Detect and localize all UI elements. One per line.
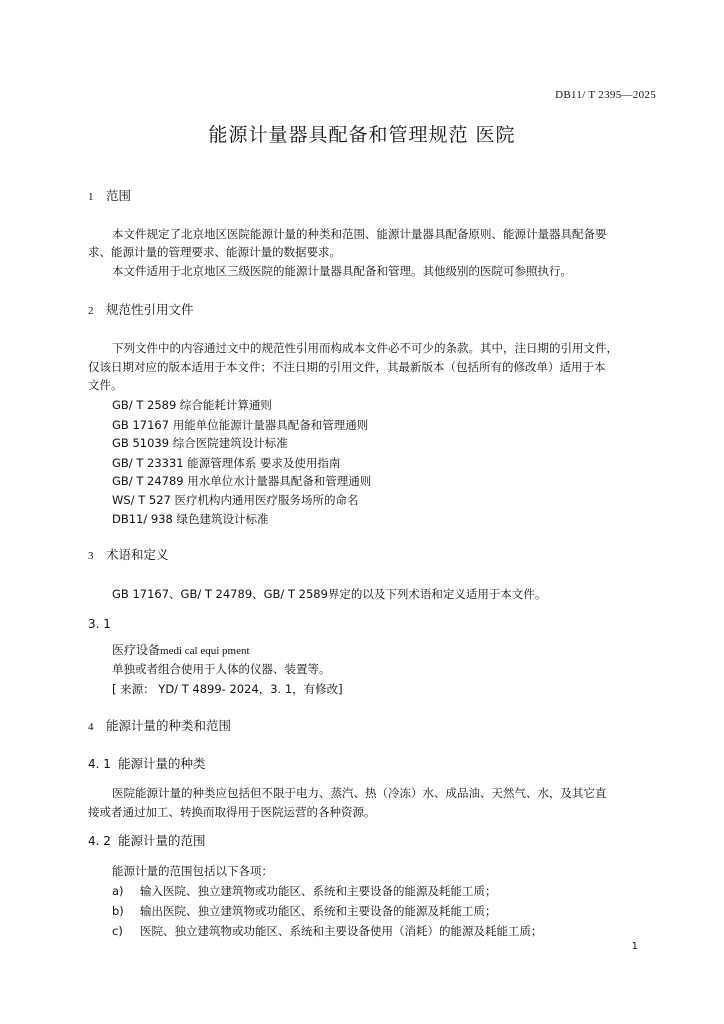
list-item-text: 输出医院、独立建筑物或功能区、系统和主要设备的能源及耗能工质； — [140, 904, 497, 918]
term-source: [ 来源： YD/ T 4899- 2024，3. 1，有修改] — [112, 682, 343, 696]
section-2-para-1a: 下列文件中的内容通过文中的规范性引用而构成本文件必不可少的条款。其中，注日期的引用文件， — [112, 341, 618, 355]
subsection-4-1-heading: 能源计量的种类 — [118, 756, 206, 771]
section-1-para-1b: 求、能源计量的管理要求、能源计量的数据要求。 — [88, 245, 341, 259]
section-4-number: 4 — [88, 721, 94, 733]
reference-item: GB/ T 23331 能源管理体系 要求及使用指南 — [112, 456, 341, 470]
section-3-heading: 术语和定义 — [106, 547, 169, 562]
subsection-4-1-number: 4. 1 — [88, 757, 111, 771]
section-1-para-1a: 本文件规定了北京地区医院能源计量的种类和范围、能源计量器具配备原则、能源计量器具配备要 — [112, 227, 607, 241]
reference-item: WS/ T 527 医疗机构内通用医疗服务场所的命名 — [112, 493, 359, 507]
reference-item: DB11/ 938 绿色建筑设计标准 — [112, 512, 269, 526]
reference-item: GB 51039 综合医院建筑设计标准 — [112, 436, 288, 450]
list-item-mark: b) — [112, 904, 124, 918]
list-item-mark: a) — [112, 884, 124, 898]
subsection-3-1-number: 3. 1 — [88, 617, 111, 631]
subsection-4-1-para-b: 接或者通过加工、转换而取得用于医院运营的各种资源。 — [88, 805, 376, 819]
reference-item: GB 17167 用能单位能源计量器具配备和管理通则 — [112, 418, 369, 432]
term-zh: 医疗设备 — [112, 643, 161, 657]
section-4-heading: 能源计量的种类和范围 — [106, 718, 232, 733]
reference-item: GB/ T 24789 用水单位水计量器具配备和管理通则 — [112, 474, 372, 488]
section-1-para-2: 本文件适用于北京地区三级医院的能源计量器具配备和管理。其他级别的医院可参照执行。 — [112, 264, 572, 278]
list-item-mark: c) — [112, 924, 123, 938]
section-1-heading: 范围 — [106, 188, 132, 203]
term-en: medi cal equi pment — [160, 645, 250, 657]
section-2-heading: 规范性引用文件 — [106, 302, 194, 317]
reference-item: GB/ T 2589 综合能耗计算通则 — [112, 398, 272, 412]
subsection-4-2-heading: 能源计量的范围 — [118, 833, 206, 848]
term-definition: 单独或者组合使用于人体的仪器、装置等。 — [112, 662, 331, 676]
section-2-number: 2 — [88, 305, 94, 317]
term-entry — [112, 643, 250, 658]
subsection-4-2-intro: 能源计量的范围包括以下各项： — [112, 864, 273, 878]
subsection-4-2-number: 4. 2 — [88, 834, 111, 848]
section-3-number: 3 — [88, 550, 94, 562]
standard-code: DB11/ T 2395—2025 — [555, 89, 656, 101]
section-3-para-1: GB 17167、GB/ T 24789、GB/ T 2589界定的以及下列术语和定义适用于本文件。 — [112, 587, 547, 601]
page-number: 1 — [631, 941, 638, 952]
section-2-para-1b: 仅该日期对应的版本适用于本文件；不注日期的引用文件，其最新版本（包括所有的修改单）适用于本 — [88, 360, 606, 374]
subsection-4-1-para-a: 医院能源计量的种类应包括但不限于电力、蒸汽、热（冷冻）水、成品油、天然气、水，及其它直 — [112, 786, 607, 800]
list-item-text: 医院、独立建筑物或功能区、系统和主要设备使用（消耗）的能源及耗能工质； — [140, 924, 543, 938]
document-title: 能源计量器具配备和管理规范 医院 — [208, 124, 516, 146]
list-item-text: 输入医院、独立建筑物或功能区、系统和主要设备的能源及耗能工质； — [140, 884, 497, 898]
section-2-para-1c: 文件。 — [88, 378, 123, 392]
section-1-number: 1 — [88, 191, 94, 203]
